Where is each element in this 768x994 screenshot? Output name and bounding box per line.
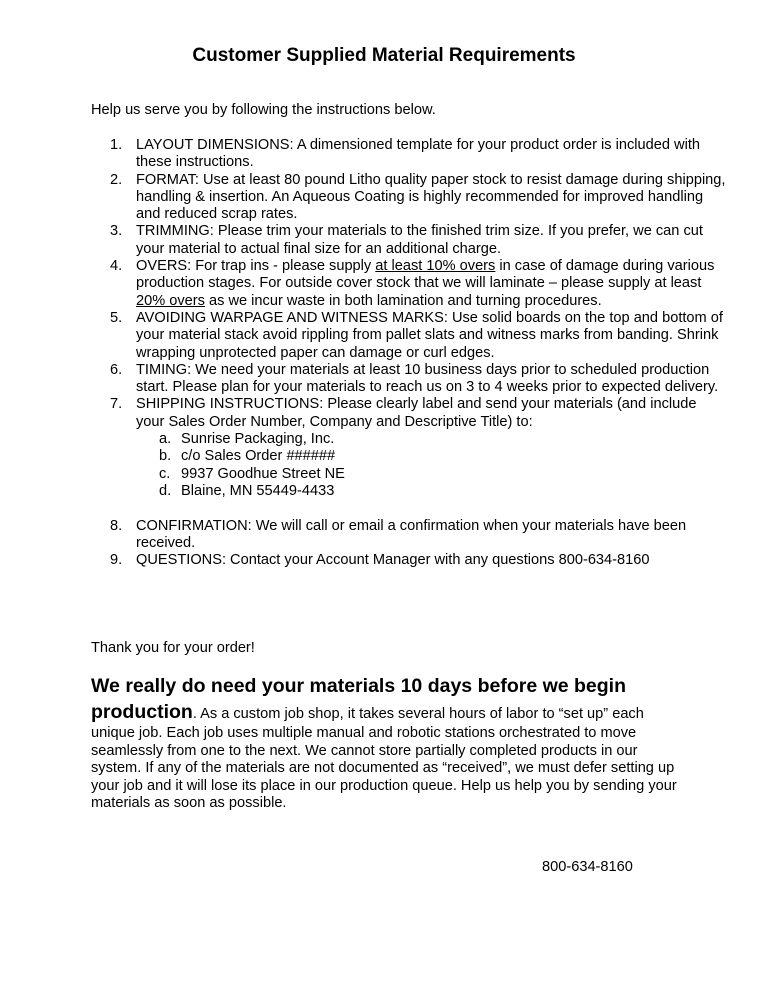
address-line xyxy=(159,448,728,465)
underlined-text-20-percent: 20% overs xyxy=(136,292,205,309)
item-text: SHIPPING INSTRUCTIONS: Please clearly label and send your materials (and include your Sales Order Number, Company and Descriptive Title) to: xyxy=(136,396,697,430)
item-text: TRIMMING: Please trim your materials to the finished trim size. If you prefer, we can cut your material to actual final size for an additional charge. xyxy=(136,223,703,257)
list-item-format xyxy=(136,172,728,224)
item-text-part: in case of damage during various production stages. For outside cover stock that we will laminate – please supply at least xyxy=(136,258,715,292)
underlined-text-10-percent: at least 10% overs xyxy=(375,258,496,275)
thank-you-text: Thank you for your order! xyxy=(91,640,255,656)
requirements-list xyxy=(91,137,728,569)
list-item-shipping-instructions xyxy=(136,396,728,517)
closing-paragraph xyxy=(91,673,681,813)
item-text: FORMAT: Use at least 80 pound Litho quality paper stock to resist damage during shipping, handling & insertion. An Aqueous Coating is highly recommended for improved handling and reduced scrap rates. xyxy=(136,171,726,223)
item-text: AVOIDING WARPAGE AND WITNESS MARKS: Use solid boards on the top and bottom of your material stack avoid rippling from pallet slats and witness marks from banding. Shrink wrapping unprotected paper can damage or curl edges. xyxy=(136,309,723,361)
item-text: TIMING: We need your materials at least 10 business days prior to scheduled production start. Please plan for your materials to reach us on 3 to 4 weeks prior to expected delivery. xyxy=(136,361,719,396)
address-line xyxy=(159,465,728,483)
sub-item-letter: d. xyxy=(159,482,172,499)
sub-item-letter: b. xyxy=(159,448,172,465)
item-text-part: OVERS: For trap ins - please supply xyxy=(136,258,376,275)
address-line xyxy=(159,431,728,448)
address-text: 9937 Goodhue Street NE xyxy=(181,465,345,482)
address-text: c/o Sales Order ###### xyxy=(181,448,336,465)
list-item-layout-dimensions xyxy=(136,137,728,172)
list-item-avoiding-warpage xyxy=(136,310,728,362)
address-text: Sunrise Packaging, Inc. xyxy=(181,431,335,448)
item-text: CONFIRMATION: We will call or email a confirmation when your materials have been received. xyxy=(136,517,687,551)
closing-body: . As a custom job shop, it takes several hours of labor to “set up” each unique job. Each job uses multiple manual and robotic stations orchestrated to move seamlessly from one to the next. We cannot store partially completed products in our system. If any of the materials are not documented as “received”, we must defer setting up your job and it will lose its place in our production queue. Help us help you by sending your materials as soon as possible. xyxy=(91,706,677,811)
closing-heading: We really do need your materials 10 days before we begin production xyxy=(91,675,627,723)
sub-item-letter: a. xyxy=(159,431,172,448)
item-text-part: as we incur waste in both lamination and turning procedures. xyxy=(204,292,602,309)
address-line xyxy=(159,482,728,500)
document-title: Customer Supplied Material Requirements xyxy=(192,45,576,66)
intro-text: Help us serve you by following the instructions below. xyxy=(91,102,436,118)
list-item-timing xyxy=(136,362,728,397)
address-text: Blaine, MN 55449-4433 xyxy=(181,482,335,499)
list-item-questions xyxy=(136,552,728,569)
sub-item-letter: c. xyxy=(159,465,171,482)
list-item-trimming xyxy=(136,223,728,258)
footer-phone-number: 800-634-8160 xyxy=(542,859,633,875)
item-text: QUESTIONS: Contact your Account Manager with any questions 800-634-8160 xyxy=(136,552,650,569)
item-text: LAYOUT DIMENSIONS: A dimensioned template for your product order is included with these instructions. xyxy=(136,137,701,171)
list-item-overs xyxy=(136,258,728,310)
spacer xyxy=(136,500,728,517)
list-item-confirmation xyxy=(136,518,728,553)
shipping-address-list xyxy=(136,431,728,500)
